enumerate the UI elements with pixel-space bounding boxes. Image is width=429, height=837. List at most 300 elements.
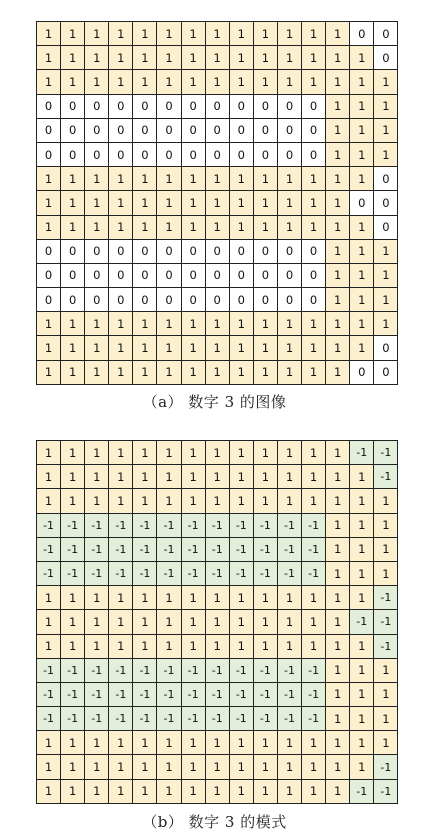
pattern-cell: 1: [326, 489, 350, 513]
image-cell: 1: [326, 70, 350, 94]
image-cell: 1: [61, 22, 85, 46]
image-cell: 1: [326, 361, 350, 385]
image-cell: 1: [61, 191, 85, 215]
pattern-cell: 1: [278, 780, 302, 804]
image-cell: 1: [37, 46, 61, 70]
pattern-cell: 1: [326, 731, 350, 755]
image-cell: 1: [157, 167, 181, 191]
image-cell: 1: [254, 191, 278, 215]
image-cell: 1: [109, 336, 133, 360]
pattern-cell: -1: [350, 610, 374, 634]
pattern-cell: 1: [182, 465, 206, 489]
image-cell: 0: [182, 288, 206, 312]
image-cell: 0: [133, 119, 157, 143]
pattern-cell: -1: [133, 538, 157, 562]
image-cell: 1: [157, 361, 181, 385]
pattern-cell: 1: [133, 586, 157, 610]
pattern-cell: 1: [302, 465, 326, 489]
pattern-cell: -1: [133, 683, 157, 707]
image-cell: 0: [61, 143, 85, 167]
pattern-cell: -1: [230, 562, 254, 586]
image-cell: 1: [206, 167, 230, 191]
pattern-cell: -1: [374, 586, 398, 610]
pattern-cell: 1: [326, 610, 350, 634]
pattern-cell: -1: [37, 538, 61, 562]
image-cell: 1: [326, 191, 350, 215]
image-cell: 1: [37, 216, 61, 240]
image-cell: 0: [278, 264, 302, 288]
pattern-cell: -1: [374, 610, 398, 634]
image-cell: 1: [350, 70, 374, 94]
image-cell: 0: [350, 22, 374, 46]
image-cell: 0: [85, 143, 109, 167]
image-cell: 1: [37, 191, 61, 215]
pattern-cell: 1: [157, 610, 181, 634]
image-cell: 0: [85, 240, 109, 264]
pattern-cell: 1: [350, 683, 374, 707]
pattern-cell: 1: [182, 780, 206, 804]
image-cell: 0: [133, 95, 157, 119]
image-cell: 1: [326, 336, 350, 360]
pattern-cell: -1: [157, 538, 181, 562]
image-cell: 0: [374, 191, 398, 215]
pattern-cell: 1: [230, 489, 254, 513]
image-cell: 1: [109, 312, 133, 336]
image-cell: 1: [85, 216, 109, 240]
image-cell: 1: [85, 167, 109, 191]
image-cell: 1: [61, 312, 85, 336]
pattern-cell: 1: [109, 489, 133, 513]
image-cell: 0: [182, 95, 206, 119]
image-cell: 1: [182, 46, 206, 70]
image-cell: 1: [374, 264, 398, 288]
pattern-cell: 1: [37, 731, 61, 755]
pattern-cell: 1: [230, 465, 254, 489]
image-cell: 0: [302, 288, 326, 312]
pattern-cell: -1: [85, 707, 109, 731]
pattern-cell: -1: [61, 683, 85, 707]
image-cell: 1: [350, 119, 374, 143]
pattern-cell: -1: [254, 707, 278, 731]
pattern-cell: 1: [326, 465, 350, 489]
image-cell: 0: [350, 361, 374, 385]
image-cell: 1: [85, 46, 109, 70]
pattern-cell: 1: [302, 635, 326, 659]
image-cell: 0: [278, 119, 302, 143]
pattern-cell: 1: [350, 707, 374, 731]
pattern-cell: -1: [61, 707, 85, 731]
pattern-cell: 1: [326, 441, 350, 465]
pattern-cell: 1: [326, 659, 350, 683]
image-cell: 0: [85, 264, 109, 288]
image-cell: 0: [374, 167, 398, 191]
pattern-cell: -1: [182, 683, 206, 707]
pattern-cell: -1: [230, 707, 254, 731]
image-cell: 1: [350, 240, 374, 264]
pattern-cell: 1: [206, 780, 230, 804]
image-cell: 0: [374, 336, 398, 360]
image-cell: 1: [278, 46, 302, 70]
pattern-cell: 1: [85, 731, 109, 755]
pattern-cell: -1: [157, 707, 181, 731]
pattern-cell: -1: [109, 659, 133, 683]
pattern-cell: 1: [254, 610, 278, 634]
pattern-cell: -1: [302, 659, 326, 683]
pattern-cell: -1: [278, 538, 302, 562]
image-cell: 0: [230, 95, 254, 119]
pattern-cell: -1: [61, 538, 85, 562]
image-cell: 1: [157, 70, 181, 94]
pattern-cell: 1: [230, 610, 254, 634]
image-cell: 1: [182, 70, 206, 94]
pattern-cell: 1: [37, 586, 61, 610]
pattern-cell: -1: [157, 659, 181, 683]
image-cell: 1: [350, 216, 374, 240]
pattern-cell: 1: [182, 635, 206, 659]
pattern-cell: 1: [133, 731, 157, 755]
image-cell: 1: [326, 119, 350, 143]
pattern-cell: 1: [109, 780, 133, 804]
image-cell: 1: [278, 336, 302, 360]
pattern-cell: 1: [374, 562, 398, 586]
image-cell: 0: [302, 240, 326, 264]
image-cell: 0: [206, 288, 230, 312]
image-cell: 1: [182, 312, 206, 336]
image-cell: 1: [133, 167, 157, 191]
caption-a: （a） 数字 3 的图像: [142, 393, 287, 411]
pattern-cell: 1: [230, 441, 254, 465]
image-cell: 1: [326, 216, 350, 240]
caption-b: （b） 数字 3 的模式: [142, 813, 287, 831]
image-cell: 1: [61, 167, 85, 191]
pattern-cell: 1: [230, 755, 254, 779]
pattern-cell: -1: [230, 514, 254, 538]
image-cell: 1: [182, 22, 206, 46]
image-cell: 1: [302, 336, 326, 360]
pattern-cell: 1: [326, 538, 350, 562]
pattern-cell: 1: [254, 586, 278, 610]
image-cell: 0: [133, 143, 157, 167]
image-cell: 0: [230, 143, 254, 167]
image-cell: 0: [157, 119, 181, 143]
pattern-cell: 1: [302, 610, 326, 634]
pattern-cell: 1: [326, 683, 350, 707]
image-cell: 1: [302, 167, 326, 191]
pattern-cell: -1: [278, 707, 302, 731]
pattern-cell: 1: [206, 731, 230, 755]
pattern-cell: -1: [37, 562, 61, 586]
image-cell: 1: [350, 288, 374, 312]
pattern-cell: -1: [350, 780, 374, 804]
image-cell: 0: [254, 95, 278, 119]
image-cell: 1: [254, 167, 278, 191]
image-cell: 1: [85, 361, 109, 385]
image-cell: 0: [182, 119, 206, 143]
image-cell: 1: [374, 119, 398, 143]
image-cell: 1: [206, 46, 230, 70]
image-cell: 0: [374, 216, 398, 240]
image-cell: 1: [157, 191, 181, 215]
pattern-cell: 1: [157, 489, 181, 513]
image-cell: 1: [302, 191, 326, 215]
image-cell: 1: [37, 70, 61, 94]
pattern-cell: -1: [133, 707, 157, 731]
pattern-cell: -1: [37, 683, 61, 707]
image-cell: 1: [85, 191, 109, 215]
pattern-cell: 1: [157, 441, 181, 465]
image-cell: 1: [302, 46, 326, 70]
image-cell: 0: [278, 143, 302, 167]
pattern-cell: -1: [302, 538, 326, 562]
image-cell: 1: [109, 70, 133, 94]
image-cell: 1: [350, 264, 374, 288]
image-cell: 0: [302, 119, 326, 143]
image-cell: 0: [254, 240, 278, 264]
image-cell: 0: [206, 95, 230, 119]
pattern-cell: -1: [133, 514, 157, 538]
image-cell: 1: [85, 70, 109, 94]
image-cell: 1: [109, 191, 133, 215]
pattern-cell: 1: [350, 586, 374, 610]
image-cell: 1: [206, 216, 230, 240]
pattern-cell: -1: [374, 635, 398, 659]
pattern-cell: 1: [37, 465, 61, 489]
pattern-cell: -1: [254, 562, 278, 586]
pattern-cell: -1: [278, 683, 302, 707]
pattern-cell: 1: [133, 635, 157, 659]
pattern-cell: -1: [230, 659, 254, 683]
image-cell: 1: [278, 191, 302, 215]
image-cell: 1: [182, 216, 206, 240]
image-cell: 1: [109, 216, 133, 240]
image-cell: 1: [182, 361, 206, 385]
image-cell: 1: [254, 312, 278, 336]
image-cell: 0: [157, 264, 181, 288]
pattern-cell: -1: [182, 538, 206, 562]
pattern-cell: 1: [157, 635, 181, 659]
image-cell: 1: [157, 312, 181, 336]
pattern-cell: 1: [133, 780, 157, 804]
image-cell: 0: [157, 95, 181, 119]
image-cell: 1: [278, 216, 302, 240]
image-cell: 1: [350, 46, 374, 70]
pattern-cell: -1: [182, 562, 206, 586]
pattern-cell: -1: [206, 562, 230, 586]
pattern-cell: 1: [350, 465, 374, 489]
pattern-cell: -1: [61, 562, 85, 586]
image-cell: 0: [182, 240, 206, 264]
image-cell: 1: [37, 312, 61, 336]
pattern-cell: -1: [85, 659, 109, 683]
image-cell: 1: [254, 22, 278, 46]
image-cell: 0: [254, 143, 278, 167]
image-cell: 0: [206, 264, 230, 288]
pattern-cell: -1: [37, 514, 61, 538]
pattern-cell: 1: [61, 731, 85, 755]
pattern-cell: 1: [109, 755, 133, 779]
image-cell: 1: [206, 312, 230, 336]
image-cell: 0: [37, 240, 61, 264]
image-cell: 1: [374, 312, 398, 336]
pattern-cell: -1: [302, 683, 326, 707]
image-cell: 1: [230, 216, 254, 240]
pattern-cell: 1: [182, 586, 206, 610]
image-cell: 1: [109, 361, 133, 385]
image-cell: 1: [109, 46, 133, 70]
pattern-cell: 1: [350, 514, 374, 538]
image-cell: 0: [109, 143, 133, 167]
image-cell: 1: [85, 22, 109, 46]
image-cell: 0: [206, 119, 230, 143]
image-cell: 0: [157, 143, 181, 167]
image-cell: 1: [157, 336, 181, 360]
image-cell: 1: [326, 240, 350, 264]
image-cell: 1: [230, 312, 254, 336]
pattern-cell: 1: [85, 465, 109, 489]
image-cell: 0: [61, 95, 85, 119]
image-cell: 1: [326, 312, 350, 336]
pattern-cell: 1: [157, 731, 181, 755]
pattern-cell: 1: [302, 586, 326, 610]
pattern-cell: -1: [182, 514, 206, 538]
pattern-cell: 1: [278, 489, 302, 513]
pattern-cell: -1: [254, 514, 278, 538]
image-cell: 0: [278, 288, 302, 312]
image-cell: 1: [85, 312, 109, 336]
pattern-cell: -1: [133, 562, 157, 586]
image-cell: 0: [85, 95, 109, 119]
image-cell: 0: [37, 95, 61, 119]
image-cell: 0: [109, 240, 133, 264]
pattern-cell: 1: [109, 635, 133, 659]
image-cell: 0: [61, 119, 85, 143]
digit-3-pattern-grid: [36, 440, 398, 804]
pattern-cell: 1: [302, 780, 326, 804]
image-cell: 1: [350, 336, 374, 360]
pattern-cell: 1: [133, 755, 157, 779]
image-cell: 1: [230, 336, 254, 360]
pattern-cell: -1: [254, 683, 278, 707]
pattern-cell: 1: [230, 635, 254, 659]
pattern-cell: -1: [109, 707, 133, 731]
image-cell: 1: [157, 22, 181, 46]
pattern-cell: 1: [326, 635, 350, 659]
pattern-cell: 1: [157, 755, 181, 779]
image-cell: 0: [254, 288, 278, 312]
image-cell: 0: [37, 264, 61, 288]
pattern-cell: 1: [206, 465, 230, 489]
image-cell: 0: [85, 119, 109, 143]
pattern-cell: 1: [109, 610, 133, 634]
digit-3-image-grid: [36, 21, 398, 385]
pattern-cell: 1: [61, 610, 85, 634]
pattern-cell: -1: [230, 683, 254, 707]
image-cell: 1: [133, 191, 157, 215]
image-cell: 1: [133, 336, 157, 360]
image-cell: 0: [230, 240, 254, 264]
image-cell: 0: [61, 240, 85, 264]
pattern-cell: -1: [374, 441, 398, 465]
pattern-cell: 1: [133, 610, 157, 634]
image-cell: 0: [206, 143, 230, 167]
pattern-cell: 1: [206, 635, 230, 659]
pattern-cell: 1: [37, 755, 61, 779]
image-cell: 0: [230, 288, 254, 312]
pattern-cell: 1: [61, 780, 85, 804]
image-cell: 1: [326, 95, 350, 119]
pattern-cell: 1: [326, 562, 350, 586]
image-cell: 1: [302, 22, 326, 46]
pattern-cell: 1: [61, 635, 85, 659]
image-cell: 1: [326, 288, 350, 312]
pattern-cell: 1: [109, 441, 133, 465]
image-cell: 1: [109, 22, 133, 46]
image-cell: 1: [374, 95, 398, 119]
pattern-cell: 1: [85, 780, 109, 804]
pattern-cell: 1: [85, 635, 109, 659]
image-cell: 1: [350, 143, 374, 167]
image-cell: 1: [37, 336, 61, 360]
pattern-cell: 1: [326, 755, 350, 779]
pattern-cell: 1: [350, 538, 374, 562]
pattern-cell: 1: [254, 489, 278, 513]
image-cell: 1: [374, 288, 398, 312]
pattern-cell: -1: [374, 780, 398, 804]
image-cell: 1: [326, 264, 350, 288]
pattern-cell: -1: [109, 514, 133, 538]
image-cell: 0: [37, 288, 61, 312]
pattern-cell: 1: [133, 465, 157, 489]
pattern-cell: 1: [302, 731, 326, 755]
pattern-cell: -1: [109, 538, 133, 562]
pattern-cell: 1: [254, 731, 278, 755]
image-cell: 1: [109, 167, 133, 191]
image-cell: 0: [37, 143, 61, 167]
pattern-cell: 1: [278, 586, 302, 610]
image-cell: 0: [302, 95, 326, 119]
pattern-cell: 1: [206, 441, 230, 465]
image-cell: 1: [302, 216, 326, 240]
image-cell: 1: [278, 312, 302, 336]
pattern-cell: -1: [254, 538, 278, 562]
image-cell: 1: [278, 361, 302, 385]
image-cell: 1: [230, 22, 254, 46]
image-cell: 1: [230, 191, 254, 215]
pattern-cell: 1: [302, 441, 326, 465]
pattern-cell: 1: [206, 489, 230, 513]
image-cell: 0: [182, 264, 206, 288]
pattern-cell: -1: [278, 562, 302, 586]
pattern-cell: 1: [230, 780, 254, 804]
pattern-cell: 1: [37, 635, 61, 659]
image-cell: 1: [374, 240, 398, 264]
image-cell: 1: [230, 361, 254, 385]
image-cell: 1: [326, 167, 350, 191]
image-cell: 1: [182, 167, 206, 191]
pattern-cell: 1: [85, 586, 109, 610]
pattern-cell: 1: [37, 441, 61, 465]
image-cell: 1: [61, 70, 85, 94]
pattern-cell: -1: [37, 707, 61, 731]
pattern-cell: 1: [109, 731, 133, 755]
image-cell: 0: [133, 264, 157, 288]
image-cell: 1: [37, 22, 61, 46]
pattern-cell: -1: [350, 441, 374, 465]
image-cell: 0: [374, 46, 398, 70]
pattern-cell: -1: [37, 659, 61, 683]
pattern-cell: -1: [278, 659, 302, 683]
image-cell: 1: [157, 216, 181, 240]
